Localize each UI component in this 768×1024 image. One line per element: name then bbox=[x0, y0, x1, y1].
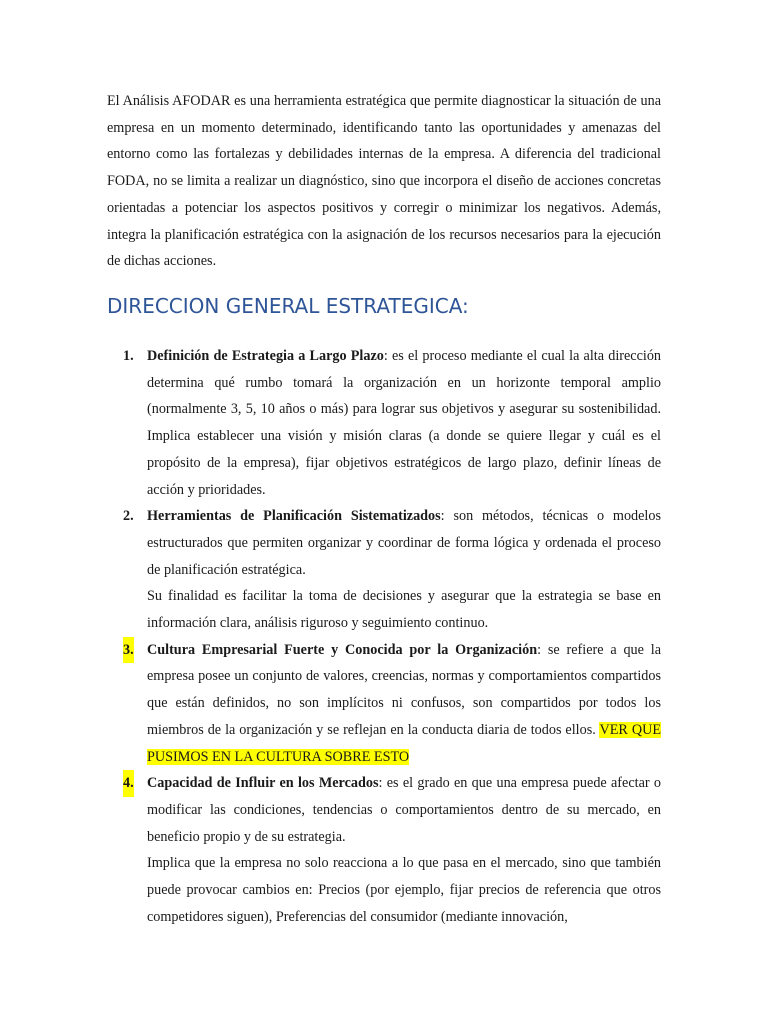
list-item-text bbox=[147, 637, 661, 771]
list-number: 1. bbox=[123, 348, 134, 364]
list-item bbox=[107, 343, 661, 503]
list-item-extra: Implica que la empresa no solo reacciona a lo que pasa en el mercado, sino que también puede provocar cambios en: Precios (por ejemplo, fijar precios de referencia que otros competidores siguen), Preferencias del consumidor (mediante innovación, bbox=[147, 855, 661, 925]
list-item-text bbox=[147, 343, 661, 503]
list-number: 4. bbox=[123, 770, 134, 797]
list-item-body: : es el grado en que una empresa puede afectar o modificar las condiciones, tendencias o comportamientos dentro de su mercado, en beneficio propio y de su estrategia. bbox=[147, 775, 661, 845]
list-item bbox=[107, 503, 661, 637]
list-item bbox=[107, 770, 661, 930]
list-number: 3. bbox=[123, 637, 134, 664]
list-item-term: Capacidad de Influir en los Mercados bbox=[147, 775, 379, 792]
section-heading: DIRECCION GENERAL ESTRATEGICA: bbox=[107, 294, 469, 318]
list-item-body: : se refiere a que la empresa posee un conjunto de valores, creencias, normas y comportamientos compartidos que están definidos, no son implícitos ni confusos, son compartidos por todos los miembros de la organización y se reflejan en la conducta diaria de todos ellos. bbox=[147, 641, 661, 738]
list-item-text bbox=[147, 503, 661, 583]
list-item-body: : son métodos, técnicas o modelos estructurados que permiten organizar y coordinar de forma lógica y ordenada el proceso de planificación estratégica. bbox=[147, 508, 661, 578]
list-item-term: Cultura Empresarial Fuerte y Conocida por la Organización bbox=[147, 641, 538, 658]
intro-paragraph: El Análisis AFODAR es una herramienta estratégica que permite diagnosticar la situación de una empresa en un momento determinado, identificando tanto las oportunidades y amenazas del entorno como las fortalezas y debilidades internas de la empresa. A diferencia del tradicional FODA, no se limita a realizar un diagnóstico, sino que incorpora el diseño de acciones concretas orientadas a potenciar los aspectos positivos y corregir o minimizar los negativos. Además, integra la planificación estratégica con la asignación de los recursos necesarios para la ejecución de dichas acciones. bbox=[107, 93, 661, 270]
numbered-list bbox=[107, 343, 661, 930]
list-item-text bbox=[147, 770, 661, 850]
list-item-term: Definición de Estrategia a Largo Plazo bbox=[147, 348, 384, 364]
list-item-body: : es el proceso mediante el cual la alta dirección determina qué rumbo tomará la organización en un horizonte temporal amplio (normalmente 3, 5, 10 años o más) para lograr sus objetivos y asegurar su sostenibilidad. Implica establecer una visión y misión claras (a donde se quiere llegar y cuál es el propósito de la empresa), fijar objetivos estratégicos de largo plazo, definir líneas de acción y prioridades. bbox=[147, 348, 662, 498]
list-item bbox=[107, 637, 661, 771]
list-item-extra: Su finalidad es facilitar la toma de decisiones y asegurar que la estrategia se base en información clara, análisis riguroso y seguimiento continuo. bbox=[147, 588, 661, 632]
list-number: 2. bbox=[123, 508, 134, 525]
highlighted-note: VER QUE PUSIMOS EN LA CULTURA SOBRE ESTO bbox=[147, 721, 661, 765]
list-item-term: Herramientas de Planificación Sistematizados bbox=[147, 508, 441, 525]
